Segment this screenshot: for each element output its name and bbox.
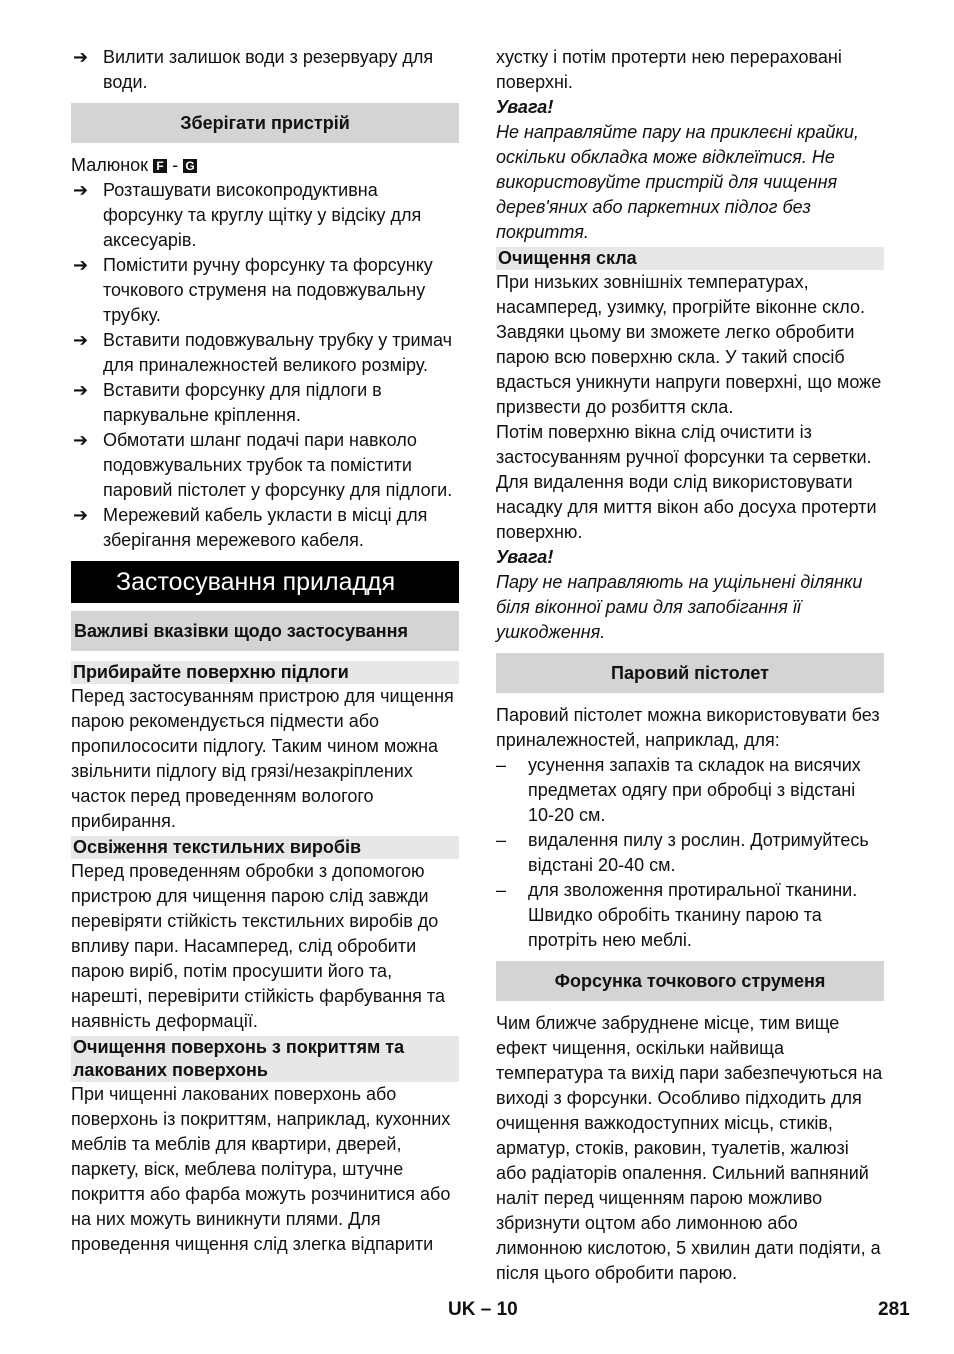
floor-text: Перед застосуванням пристрою для чищення парою рекомендується підмести або пропилососити підлогу. Таким чином можна звільнити підлогу від грязі/незакріплених часток перед проведенням вологого прибирання. xyxy=(71,686,454,831)
floor-heading: Прибирайте поверхню підлоги xyxy=(71,661,459,684)
list-item: ➔ Мережевий кабель укласти в місці для зберігання мережевого кабеля. xyxy=(73,505,428,550)
list-item: – для зволоження протиральної тканини. Швидко обробіть тканину парою та протріть нею меблі. xyxy=(496,880,858,950)
warning-title: Увага! xyxy=(496,97,554,117)
arrow-right-icon: ➔ xyxy=(73,47,89,67)
dash-icon: – xyxy=(496,880,507,900)
arrow-right-icon: ➔ xyxy=(73,430,89,450)
steam-gun-intro: Паровий пістолет можна використовувати без приналежностей, наприклад, для: xyxy=(496,705,880,750)
glass-text-2: Потім поверхню вікна слід очистити із застосуванням ручної форсунки та серветки. Для видалення води слід використовувати насадку для миття вікон або досуха протерти поверхню. xyxy=(496,422,877,542)
notes-heading: Важливі вказівки щодо застосування xyxy=(71,611,459,651)
spot-nozzle-heading: Форсунка точкового струменя xyxy=(496,961,884,1001)
figure-label-g: G xyxy=(183,159,197,173)
usage-heading: Застосування приладдя xyxy=(71,561,459,603)
spot-nozzle-text: Чим ближче забруднене місце, тим вище ефект чищення, оскільки найвища температура та вихід пари забезпечуються на виході з форсунки. Особливо підходить для очищення важкодоступних місць, стиків, арматур, стоків, раковин, туалетів, жалюзі або радіаторів опалення. Сильний вапняний наліт перед чищенням парою можливо збризнути оцтом або лимонною або лимонною кислотою, 5 хвилин дати подіяти, а після цього обробити парою. xyxy=(496,1013,883,1283)
glass-warning-text: Пару не направляють на ущільнені ділянки біля віконної рами для запобігання її ушкодження. xyxy=(496,572,863,642)
storage-steps xyxy=(71,178,459,553)
right-column xyxy=(496,45,884,1286)
arrow-right-icon: ➔ xyxy=(73,180,89,200)
dash-icon: – xyxy=(496,830,507,850)
warning-text: Не направляйте пару на приклеєні крайки, оскільки обкладка може відклеїтися. Не використовуйте пристрій для чищення дерев'яних або паркетних підлог без покриття. xyxy=(496,122,859,242)
list-item: ➔ Вставити форсунку для підлоги в паркувальне кріплення. xyxy=(73,380,382,425)
intro-list xyxy=(71,45,459,95)
glass-warning-title: Увага! xyxy=(496,547,554,567)
list-item: ➔ Вставити подовжувальну трубку у тримач для приналежностей великого розміру. xyxy=(73,330,452,375)
page-number: 281 xyxy=(878,1299,910,1320)
glass-heading: Очищення скла xyxy=(496,247,884,270)
list-item: – усунення запахів та складок на висячих предметах одягу при обробці з відстані 10-20 см. xyxy=(496,755,861,825)
coated-heading: Очищення поверхонь з покриттям та лакованих поверхонь xyxy=(71,1036,459,1082)
textile-heading: Освіження текстильних виробів xyxy=(71,836,459,859)
textile-text: Перед проведенням обробки з допомогою пристрою для чищення парою слід завжди перевіряти стійкість текстильних виробів до впливу пари. Насамперед, слід обробити парою виріб, потім просушити його та, нарешті, перевірити стійкість фарбування та наявність деформації. xyxy=(71,861,445,1031)
list-item-text: Вилити залишок води з резервуару для води. xyxy=(103,47,434,92)
figure-label-f: F xyxy=(153,159,167,173)
coated-text: При чищенні лакованих поверхонь або поверхонь із покриттям, наприклад, кухонних меблів та меблів для квартири, дверей, паркету, віск, меблева політура, штучне покриття або фарба можуть розчинитися або на них можуть виникнути плями. Для проведення чищення слід злегка відпарити xyxy=(71,1084,451,1254)
arrow-right-icon: ➔ xyxy=(73,380,89,400)
footer-section: UK – 10 xyxy=(448,1299,518,1320)
list-item xyxy=(71,45,459,95)
steam-gun-heading: Паровий пістолет xyxy=(496,653,884,693)
figure-reference: Малюнок F - G xyxy=(71,153,459,178)
arrow-right-icon: ➔ xyxy=(73,330,89,350)
glass-text-1: При низьких зовнішніх температурах, насамперед, узимку, прогрійте віконне скло. Завдяки цьому ви зможете легко обробити парою всю поверхню скла. У такий спосіб вдасться уникнути напруги поверхні, що може призвести до розбиття скла. xyxy=(496,272,882,417)
list-item: ➔ Розташувати високопродуктивна форсунку та круглу щітку у відсіку для аксесуарів. xyxy=(73,180,422,250)
left-column xyxy=(71,45,459,1257)
storage-heading: Зберігати пристрій xyxy=(71,103,459,143)
arrow-right-icon: ➔ xyxy=(73,505,89,525)
list-item: ➔ Обмотати шланг подачі пари навколо подовжувальних трубок та помістити паровий пістолет у форсунку для підлоги. xyxy=(73,430,453,500)
list-item: ➔ Помістити ручну форсунку та форсунку точкового струменя на подовжувальну трубку. xyxy=(73,255,433,325)
arrow-right-icon: ➔ xyxy=(73,255,89,275)
list-item: – видалення пилу з рослин. Дотримуйтесь відстані 20-40 см. xyxy=(496,830,869,875)
steam-gun-uses xyxy=(496,753,884,953)
continued-text: хустку і потім протерти нею перераховані поверхні. xyxy=(496,47,842,92)
dash-icon: – xyxy=(496,755,507,775)
